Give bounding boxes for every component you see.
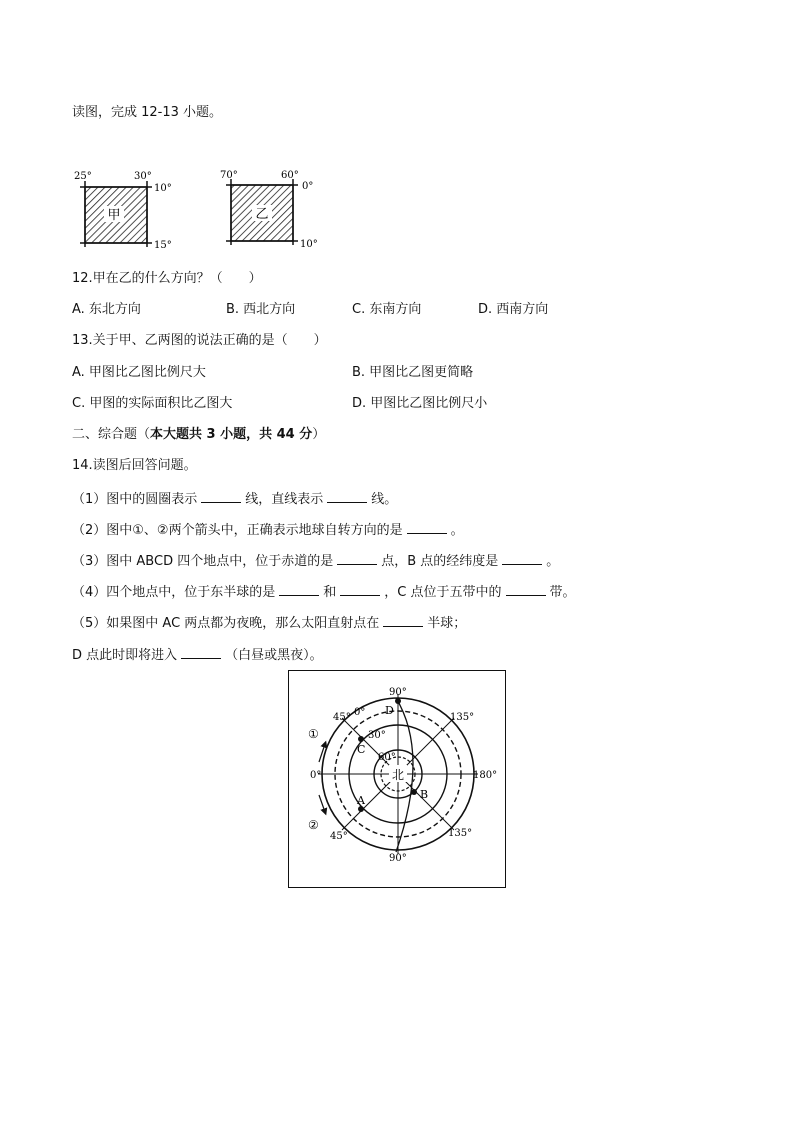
lon-90-top: 90° [389,687,407,698]
q12-stem: 12.甲在乙的什么方向？（ ） [72,271,262,286]
q12-option-a[interactable]: A. 东北方向 [72,302,141,317]
lat-30-label: 30° [368,730,386,741]
map-yi-label: 乙 [255,207,269,222]
label-a: A [357,794,365,807]
q14-stem: 14.读图后回答问题。 [72,458,197,473]
q12-option-b[interactable]: B. 西北方向 [226,302,296,317]
answer-blank[interactable] [407,520,447,534]
answer-blank[interactable] [340,582,380,596]
answer-blank[interactable] [337,551,377,565]
lon-90-bottom: 90° [389,853,407,864]
q14-part4: （4）四个地点中，位于东半球的是 和 ，C 点位于五带中的 带。 [72,582,576,602]
point-c [358,736,364,742]
map-jia-lon-left: 25° [74,171,92,182]
answer-blank[interactable] [181,645,221,659]
lon-45-top: 45° [333,712,351,723]
answer-blank[interactable] [327,489,367,503]
q13-option-a[interactable]: A. 甲图比乙图比例尺大 [72,365,206,380]
label-d: D [385,704,394,717]
lon-0: 0° [310,770,322,781]
q13-stem: 13.关于甲、乙两图的说法正确的是（ ） [72,333,327,348]
map-yi-lat-top: 0° [302,181,314,192]
map-yi-lon-left: 70° [220,170,238,181]
grid-maps-figure [70,165,330,255]
lon-135-bottom: 135° [448,828,473,839]
answer-blank[interactable] [279,582,319,596]
answer-blank[interactable] [502,551,542,565]
q13-option-d[interactable]: D. 甲图比乙图比例尺小 [352,396,488,411]
intro-text: 读图，完成 12-13 小题。 [72,105,223,120]
map-yi-lon-right: 60° [281,170,299,181]
section2-heading: 二、综合题（本大题共 3 小题，共 44 分） [72,427,326,442]
q12-option-d[interactable]: D. 西南方向 [478,302,549,317]
arrow-2-label: ② [308,818,319,832]
map-jia [74,171,172,251]
map-jia-lat-top: 10° [154,183,172,194]
label-c: C [357,743,366,756]
answer-blank[interactable] [383,613,423,627]
answer-blank[interactable] [201,489,241,503]
map-yi-lat-bottom: 10° [300,239,318,250]
arrow-1-label: ① [308,727,319,741]
lat-0-label: 0° [354,707,366,718]
q14-part1: （1）图中的圆圈表示 线，直线表示 线。 [72,489,397,509]
map-jia-lon-right: 30° [134,171,152,182]
map-yi [220,170,318,250]
lat-60-label: 60° [378,752,396,763]
q14-part5: （5）如果图中 AC 两点都为夜晚，那么太阳直射点在 半球； [72,613,466,633]
q13-option-c[interactable]: C. 甲图的实际面积比乙图大 [72,396,233,411]
lon-45-bottom: 45° [330,831,348,842]
north-pole-label: 北 [391,768,405,782]
point-b [411,789,417,795]
polar-projection-figure [288,670,506,888]
q12-option-c[interactable]: C. 东南方向 [352,302,422,317]
point-d [395,698,401,704]
q14-part6: D 点此时即将进入 （白昼或黑夜）。 [72,645,323,665]
map-jia-label: 甲 [107,208,121,223]
lon-135-top: 135° [450,712,475,723]
map-jia-lat-bottom: 15° [154,240,172,251]
label-b: B [420,788,429,801]
answer-blank[interactable] [506,582,546,596]
q14-part3: （3）图中 ABCD 四个地点中，位于赤道的是 点，B 点的经纬度是 。 [72,551,559,571]
q13-option-b[interactable]: B. 甲图比乙图更简略 [352,365,474,380]
lon-180: 180° [473,770,498,781]
q14-part2: （2）图中①、②两个箭头中，正确表示地球自转方向的是 。 [72,520,464,540]
